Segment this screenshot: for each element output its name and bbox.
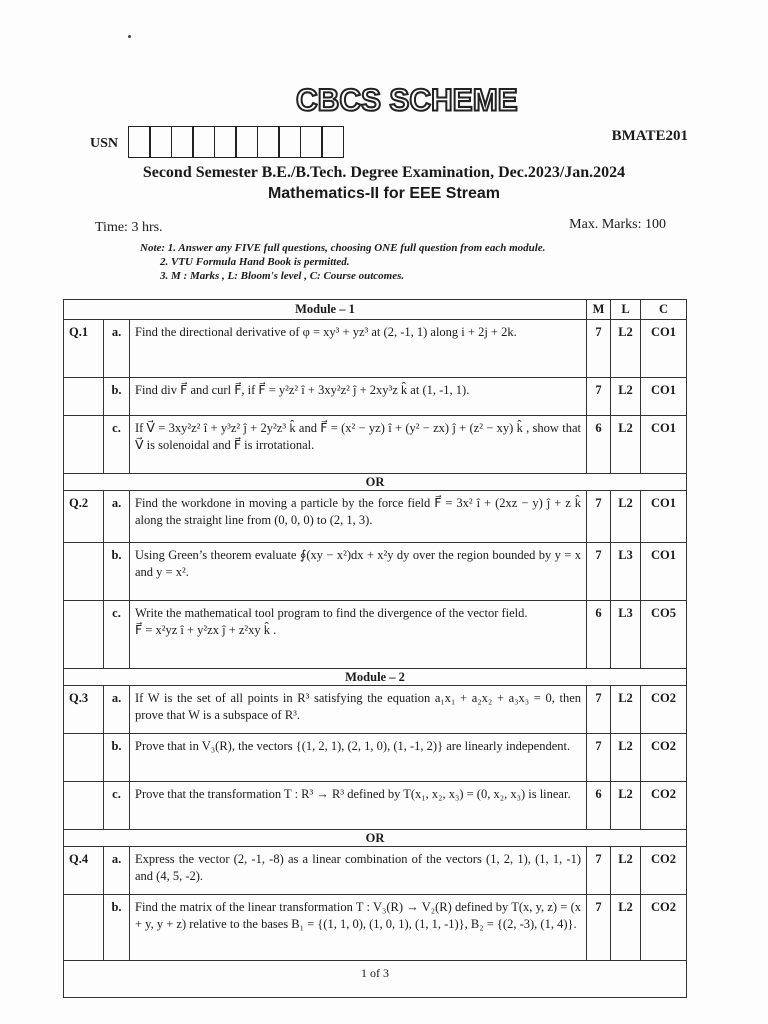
- sub-label: c.: [104, 416, 130, 474]
- usn-label: USN: [90, 136, 119, 151]
- sub-label: a.: [104, 320, 130, 378]
- marks: 7: [587, 543, 611, 601]
- level: L2: [611, 416, 641, 474]
- question-formula: F⃗ = x²yz î + y²zx ĵ + z²xy k̂ .: [135, 623, 277, 637]
- usn-box: [171, 126, 194, 158]
- max-marks: Max. Marks: 100: [569, 217, 666, 232]
- question-text: Using Green’s theorem evaluate ∮(xy − x²)dx + x²y dy over the region bounded by y = x and y = x².: [130, 543, 587, 601]
- subject-title: Mathematics-II for EEE Stream: [267, 185, 501, 202]
- marks: 6: [587, 416, 611, 474]
- course-code: BMATE201: [611, 128, 688, 144]
- question-text: Prove that the transformation T : R³ → R³ defined by T(x₁, x₂, x₃) = (0, x₂, x₃) is linear.: [130, 782, 587, 830]
- sub-label: c.: [104, 782, 130, 830]
- module-separator: [64, 669, 687, 686]
- level: L2: [611, 847, 641, 895]
- sub-label: b.: [104, 543, 130, 601]
- outcome: CO1: [641, 491, 687, 543]
- question-text: Express the vector (2, -1, -8) as a linear combination of the vectors (1, 2, 1), (1, 1, -1) and (4, 5, -2).: [130, 847, 587, 895]
- outcome: CO1: [641, 378, 687, 416]
- col-marks: M: [587, 300, 611, 320]
- marks: 6: [587, 782, 611, 830]
- usn-box: [235, 126, 258, 158]
- question-row: [64, 601, 687, 669]
- question-table: [63, 299, 687, 998]
- marks: 7: [587, 847, 611, 895]
- question-row: [64, 543, 687, 601]
- marks: 7: [587, 320, 611, 378]
- question-row: [64, 847, 687, 895]
- or-separator: [64, 474, 687, 491]
- or-label: OR: [64, 474, 687, 491]
- level: L2: [611, 491, 641, 543]
- question-text: If W is the set of all points in R³ satisfying the equation a₁x₁ + a₂x₂ + a₃x₃ = 0, then prove that W is a subspace of R³.: [130, 686, 587, 734]
- instructions: [140, 241, 545, 283]
- outcome: CO2: [641, 782, 687, 830]
- speck: [128, 35, 131, 38]
- time-allowed: Time: 3 hrs.: [95, 220, 163, 235]
- usn-box: [257, 126, 280, 158]
- question-cell: [130, 601, 587, 669]
- usn-box: [278, 126, 301, 158]
- marks: 7: [587, 895, 611, 961]
- usn-box: [214, 126, 237, 158]
- question-row: [64, 734, 687, 782]
- marks: 7: [587, 734, 611, 782]
- page-number: 1 of 3: [64, 961, 687, 998]
- question-row: [64, 320, 687, 378]
- outcome: CO2: [641, 734, 687, 782]
- table-header: [64, 300, 687, 320]
- outcome: CO1: [641, 416, 687, 474]
- usn-box: [128, 126, 151, 158]
- usn-box: [149, 126, 172, 158]
- outcome: CO2: [641, 847, 687, 895]
- module-heading: Module – 2: [64, 669, 687, 686]
- question-text: If V⃗ = 3xy²z² î + y³z² ĵ + 2y²z³ k̂ and F⃗ = (x² − yz) î + (y² − zx) ĵ + (z² − xy) k̂ , show that V⃗ is solenoidal and F⃗ is irrotational.: [130, 416, 587, 474]
- question-row: [64, 491, 687, 543]
- question-text: Find the directional derivative of φ = xy³ + yz³ at (2, -1, 1) along i + 2j + 2k.: [130, 320, 587, 378]
- sub-label: a.: [104, 847, 130, 895]
- marks: 7: [587, 378, 611, 416]
- level: L2: [611, 895, 641, 961]
- level: L2: [611, 782, 641, 830]
- sub-label: b.: [104, 895, 130, 961]
- col-level: L: [611, 300, 641, 320]
- question-number: Q.2: [64, 491, 104, 543]
- sub-label: a.: [104, 491, 130, 543]
- outcome: CO1: [641, 543, 687, 601]
- col-outcome: C: [641, 300, 687, 320]
- scheme-stamp: CBCS SCHEME: [296, 83, 518, 118]
- question-row: [64, 686, 687, 734]
- level: L2: [611, 320, 641, 378]
- question-number: Q.3: [64, 686, 104, 734]
- question-row: [64, 782, 687, 830]
- note-3: 3. M : Marks , L: Bloom's level , C: Course outcomes.: [160, 270, 405, 282]
- level: L3: [611, 601, 641, 669]
- question-text: Find the matrix of the linear transformation T : V₃(R) → V₂(R) defined by T(x, y, z) = (x + y, y + z) relative to the bases B₁ = {(1, 1, 0), (1, 0, 1), (1, 1, -1)}, B₂ = {(2, -3), (1, 4)}.: [130, 895, 587, 961]
- module-heading: Module – 1: [64, 300, 587, 320]
- note-2: 2. VTU Formula Hand Book is permitted.: [160, 256, 350, 268]
- footer-row: [64, 961, 687, 998]
- level: L2: [611, 734, 641, 782]
- or-separator: [64, 830, 687, 847]
- marks: 7: [587, 686, 611, 734]
- sub-label: b.: [104, 734, 130, 782]
- or-label: OR: [64, 830, 687, 847]
- exam-title: Second Semester B.E./B.Tech. Degree Examination, Dec.2023/Jan.2024: [142, 164, 626, 181]
- question-number: Q.1: [64, 320, 104, 378]
- sub-label: a.: [104, 686, 130, 734]
- outcome: CO2: [641, 895, 687, 961]
- level: L2: [611, 686, 641, 734]
- level: L2: [611, 378, 641, 416]
- question-row: [64, 416, 687, 474]
- outcome: CO2: [641, 686, 687, 734]
- question-text: Find the workdone in moving a particle by the force field F⃗ = 3x² î + (2xz − y) ĵ + z k̂ along the straight line from (0, 0, 0) to (2, 1, 3).: [130, 491, 587, 543]
- usn-boxes: [129, 126, 344, 158]
- question-row: [64, 895, 687, 961]
- marks: 6: [587, 601, 611, 669]
- outcome: CO1: [641, 320, 687, 378]
- usn-box: [300, 126, 323, 158]
- level: L3: [611, 543, 641, 601]
- question-text: Find div F⃗ and curl F⃗, if F⃗ = y²z² î + 3xy²z² ĵ + 2xy³z k̂ at (1, -1, 1).: [130, 378, 587, 416]
- outcome: CO5: [641, 601, 687, 669]
- usn-box: [321, 126, 344, 158]
- usn-box: [192, 126, 215, 158]
- question-number: Q.4: [64, 847, 104, 895]
- question-text: Prove that in V₃(R), the vectors {(1, 2, 1), (2, 1, 0), (1, -1, 2)} are linearly independent.: [130, 734, 587, 782]
- note-1: Note: 1. Answer any FIVE full questions, choosing ONE full question from each module.: [140, 242, 546, 254]
- question-row: [64, 378, 687, 416]
- question-text: Write the mathematical tool program to find the divergence of the vector field.: [135, 606, 528, 620]
- marks: 7: [587, 491, 611, 543]
- sub-label: b.: [104, 378, 130, 416]
- sub-label: c.: [104, 601, 130, 669]
